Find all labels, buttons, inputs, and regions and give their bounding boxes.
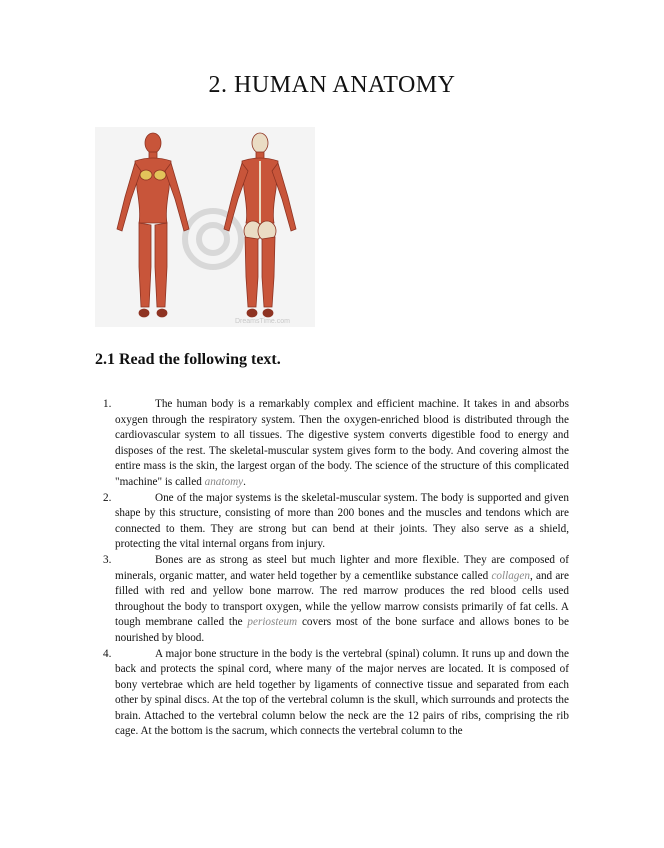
term-periosteum: periosteum bbox=[247, 616, 298, 629]
section-heading: 2.1 Read the following text. bbox=[95, 351, 281, 368]
watermark-text: DreamsTime.com bbox=[235, 318, 290, 325]
paragraph-text: One of the major systems is the skeletal-muscular system. The body is supported and given shape by this structure, consisting of more than 200 bones and the muscles and tendons which are connected to them. They are strong but can bend at their joints. They also serve as a shield, protecting the vital internal organs from injury. bbox=[115, 491, 569, 551]
paragraph-text: Bones are as strong as steel but much lighter and more flexible. They are composed of minerals, organic matter, and water held together by a cementlike substance called bbox=[115, 553, 569, 582]
paragraph-1 bbox=[95, 397, 569, 491]
paragraph-text: . bbox=[243, 475, 246, 488]
paragraph-2 bbox=[95, 491, 569, 553]
paragraph-text: , and are filled with red and yellow bone marrow. The red marrow produces the red blood cells used throughout the body to transport oxygen, while the yellow marrow consists primarily of fat cells. A tough membrane called the bbox=[115, 569, 569, 629]
term-collagen: collagen bbox=[491, 569, 530, 582]
paragraph-text: A major bone structure in the body is the vertebral (spinal) column. It runs up and down the back and protects the spinal cord, where many of the major nerves are located. It is composed of bony vertebrae which are held together by ligaments of connective tissue and separated from each other by spinal discs. At the top of the vertebral column is the skull, which surrounds and protects the brain. Attached to the vertebral column below the neck are the 12 pairs of ribs, comprising the rib cage. At the bottom is the sacrum, which connects the vertebral column to the bbox=[115, 647, 569, 738]
paragraph-4 bbox=[95, 647, 569, 741]
paragraph-text: The human body is a remarkably complex and efficient machine. It takes in and absorbs oxygen through the respiratory system. Then the oxygen-enriched blood is distributed through the cardiovascular system to all tissues. The digestive system converts digestible food to energy and disposes of the rest. The skeletal-muscular system gives form to the body. And covering almost the entire mass is the skin, the largest organ of the body. The science of the structure of this complicated "machine" is called bbox=[115, 398, 569, 488]
term-anatomy: anatomy bbox=[204, 475, 244, 488]
page-title: 2. HUMAN ANATOMY bbox=[208, 72, 456, 98]
text-body bbox=[95, 397, 569, 740]
paragraph-text: covers most of the bone surface and allows bones to be nourished by blood. bbox=[115, 616, 569, 644]
paragraph-number: 2. bbox=[103, 491, 112, 504]
paragraph-number: 4. bbox=[103, 647, 112, 660]
front-muscle-figure bbox=[117, 133, 189, 317]
paragraph-number: 3. bbox=[103, 553, 112, 566]
anatomy-figure bbox=[95, 127, 315, 327]
muscular-system-illustration bbox=[95, 127, 315, 327]
paragraph-number: 1. bbox=[103, 398, 112, 410]
paragraph-3 bbox=[95, 553, 569, 647]
